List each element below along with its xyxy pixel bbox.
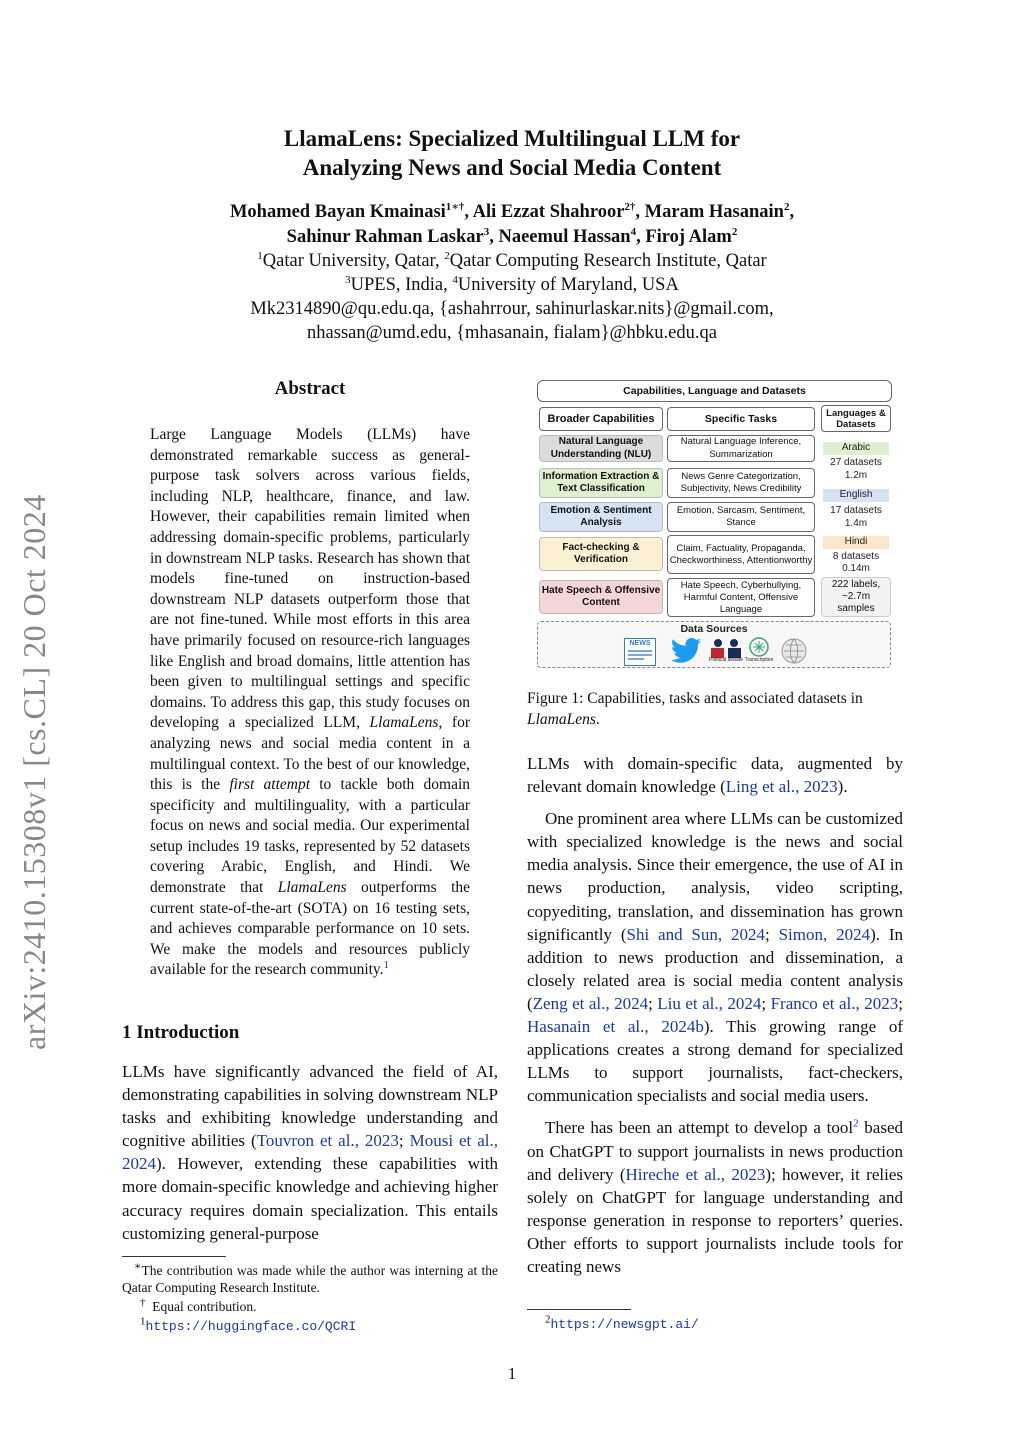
footnote-text: Equal contribution. [152, 1299, 257, 1314]
author-name: Maram Hasanain [644, 202, 784, 222]
author-name: Firoj Alam [645, 227, 732, 247]
page-number: 1 [507, 1364, 517, 1383]
footnote-rule [122, 1256, 226, 1257]
broader-capabilities-header: Broader Capabilities [539, 407, 663, 431]
author-mark: 4 [630, 225, 637, 238]
totals-box [821, 577, 891, 617]
affiliation-2: Qatar Computing Research Institute, Qatar [449, 251, 767, 271]
arxiv-stamp: arXiv:2410.15308v1 [cs.CL] 20 Oct 2024 [16, 494, 52, 1050]
footnote-right: $^2$https://newsgpt.ai/ [545, 1313, 699, 1332]
email-line-2: nhassan@umd.edu, {mhasanain, fialam}@hbku.edu.qa [307, 323, 717, 343]
task-box-hate: Hate Speech, Cyberbullying, Harmful Content, Offensive Language [667, 578, 815, 617]
author-name: Sahinur Rahman Laskar [286, 227, 484, 247]
data-sources-box [537, 621, 891, 668]
lang-hindi-size: 0.14m [842, 563, 870, 574]
political-debate-icon: Political debate [708, 637, 744, 667]
footnote-link[interactable]: https://newsgpt.ai/ [550, 1317, 699, 1332]
footnote-ref-1[interactable]: 1 [383, 959, 390, 972]
specific-tasks-header: Specific Tasks [667, 407, 815, 431]
author-list: Mohamed Bayan Kmainasi$^{1∗\dagger}$, Ali Ezzat Shahroor$^{2\dagger}$, Maram Hasanain$^2$, Sahinur Rahman Laskar$^3$, Naeemul Hassan$^4$, Firoj Alam$^2$ [229, 200, 795, 247]
totals-samples-label: samples [837, 603, 875, 614]
lang-english: English [823, 489, 889, 502]
wikipedia-globe-icon [780, 637, 808, 665]
citation-link[interactable]: Franco et al., 2023 [770, 993, 899, 1013]
abstract-heading: Abstract [274, 378, 346, 399]
author-name: Naeemul Hassan [498, 227, 631, 247]
title-line-1: LlamaLens: Specialized Multilingual LLM for [283, 126, 741, 151]
paragraph: There has been an attempt to develop a tool$^2$ based on ChatGPT to support journalists in news production and delivery (Hireche et al., 2023); however, it relies solely on ChatGPT for language understanding and response generation in response to reporters’ queries. Other efforts to support journalists include tools for creating news [527, 1117, 903, 1276]
footnote-ref-2[interactable]: 2 [853, 1117, 859, 1130]
lang-english-size: 1.4m [844, 518, 868, 529]
citation-link[interactable]: Liu et al., 2024 [657, 993, 762, 1013]
citation-link[interactable]: Ling et al., 2023 [725, 777, 838, 797]
news-icon: NEWS [624, 638, 656, 666]
affiliation-4: University of Maryland, USA [457, 275, 679, 295]
twitter-bird-icon [670, 638, 702, 664]
citation-link[interactable]: Hasanain et al., 2024b [527, 1017, 704, 1037]
author-mark: 2 [783, 200, 790, 213]
figure-1 [537, 380, 893, 670]
task-box-ie: News Genre Categorization, Subjectivity, News Credibility [667, 468, 815, 498]
paper-title [112, 124, 912, 182]
task-box-nlu: Natural Language Inference, Summarization [667, 435, 815, 462]
title-line-2: Analyzing News and Social Media Content [302, 155, 722, 180]
totals-samples-count: ~2.7m [841, 591, 871, 602]
lang-arabic-datasets: 27 datasets [830, 457, 882, 468]
capability-ie: Information Extraction & Text Classification [539, 468, 663, 498]
author-name: Mohamed Bayan Kmainasi [229, 202, 446, 222]
citation-link[interactable]: Shi and Sun, 2024 [626, 924, 765, 944]
figure-title: Capabilities, Language and Datasets [537, 380, 892, 402]
figure-caption: Figure 1: Capabilities, tasks and associated datasets in LlamaLens. [527, 690, 863, 728]
section-heading-introduction: 1 Introduction [122, 1022, 240, 1043]
task-box-factcheck: Claim, Factuality, Propaganda, Checkworthiness, Attentionworthy [667, 535, 815, 574]
email-line-1: Mk2314890@qu.edu.qa, {ashahrrour, sahinurlaskar.nits}@gmail.com, [250, 299, 774, 319]
abstract-body: Large Language Models (LLMs) have demonstrated remarkable success as general-purpose task solvers across various fields, including NLP, healthcare, finance, and law. However, their capabilities remain limited when addressing domain-specific problems, particularly in downstream NLP tasks. Research has shown that models fine-tuned on instruction-based downstream NLP datasets outperform those that are not fine-tuned. While most efforts in this area have primarily focused on resource-rich languages like English and broad domains, little attention has been given to multilingual settings and specific domains. To address this gap, this study focuses on developing a specialized LLM, LlamaLens, for analyzing news and social media content in a multilingual context. To the best of our knowledge, this is the first attempt to tackle both domain specificity and multilinguality, with a particular focus on news and social media. Our experimental setup includes 19 tasks, represented by 52 datasets covering Arabic, English, and Hindi. We demonstrate that LlamaLens outperforms the current state-of-the-art (SOTA) on 16 testing sets, and achieves comparable performance on 10 sets. We make the models and resources publicly available for the research community.$^1$ [150, 426, 471, 979]
paragraph: LLMs with domain-specific data, augmented by relevant domain knowledge (Ling et al., 2023). [527, 754, 903, 797]
paragraph: One prominent area where LLMs can be customized with specialized knowledge is the news and social media analysis. Since their emergence, the use of AI in news production, analysis, video scripting, copyediting, translation, and dissemination has grown significantly (Shi and Sun, 2024; Simon, 2024). In addition to news production and dissemination, a closely related area is social media content analysis (Zeng et al., 2024; Liu et al., 2024; Franco et al., 2023; Hasanain et al., 2024b). This growing range of applications creates a strong demand for specialized LLMs to support journalists, fact-checkers, communication specialists and social media users. [527, 809, 904, 1106]
footnote-text: The contribution was made while the author was interning at the Qatar Computing Research Institute. [122, 1263, 498, 1295]
author-mark: 3 [483, 225, 490, 238]
lang-arabic-size: 1.2m [844, 470, 868, 481]
capability-emotion: Emotion & Sentiment Analysis [539, 502, 663, 532]
affiliations: $^1$Qatar University, Qatar, $^2$Qatar Computing Research Institute, Qatar $^3$UPES, India, $^4$University of Maryland, USA Mk2314890@qu.edu.qa, {ashahrrour, sahinurlaskar.nits}@gmail.com, nhassan@umd.edu, {mhasanain, fialam}@hbku.edu.qa [112, 249, 912, 345]
introduction-body: LLMs have significantly advanced the field of AI, demonstrating capabilities in solving downstream NLP tasks and exhibiting knowledge understanding and cognitive abilities (Touvron et al., 2023; Mousi et al., 2024). However, extending these capabilities with more domain-specific knowledge and achieving higher accuracy requires domain specialization. This entails customizing general-purpose [122, 1062, 499, 1243]
footnotes-left: ∗The contribution was made while the author was interning at the Qatar Computing Research Institute. † Equal contribution. $^1$https://huggingface.co/QCRI [122, 1260, 498, 1334]
lang-hindi: Hindi [823, 536, 889, 549]
citation-link[interactable]: Touvron et al., 2023 [256, 1131, 399, 1151]
totals-labels: 222 labels, [831, 579, 881, 590]
footnote-link[interactable]: https://huggingface.co/QCRI [145, 1319, 357, 1334]
lang-hindi-datasets: 8 datasets [832, 551, 880, 562]
task-box-emotion: Emotion, Sarcasm, Sentiment, Stance [667, 502, 815, 532]
capability-nlu: Natural Language Understanding (NLU) [539, 435, 663, 462]
lang-english-datasets: 17 datasets [830, 505, 882, 516]
author-mark: 2† [624, 200, 636, 213]
affiliation-1: Qatar University, Qatar, [262, 251, 445, 271]
author-name: Ali Ezzat Shahroor [472, 202, 625, 222]
author-mark: 2 [731, 225, 738, 238]
citation-link[interactable]: Zeng et al., 2024 [532, 993, 649, 1013]
right-column-body [527, 752, 903, 1287]
citation-link[interactable]: Mousi et al., 2024 [122, 1131, 499, 1174]
capability-factcheck: Fact-checking & Verification [539, 537, 663, 571]
transcription-icon: Transcription [744, 636, 774, 666]
footnote-rule [527, 1309, 631, 1310]
languages-header: Languages & Datasets [821, 405, 891, 432]
citation-link[interactable]: Hireche et al., 2023 [625, 1164, 766, 1184]
citation-link[interactable]: Simon, 2024 [778, 924, 871, 944]
author-mark: 1∗† [445, 200, 465, 213]
capability-hate: Hate Speech & Offensive Content [539, 580, 663, 614]
data-sources-title: Data Sources [680, 623, 748, 635]
affiliation-3: UPES, India, [350, 275, 453, 295]
lang-arabic: Arabic [823, 442, 889, 455]
